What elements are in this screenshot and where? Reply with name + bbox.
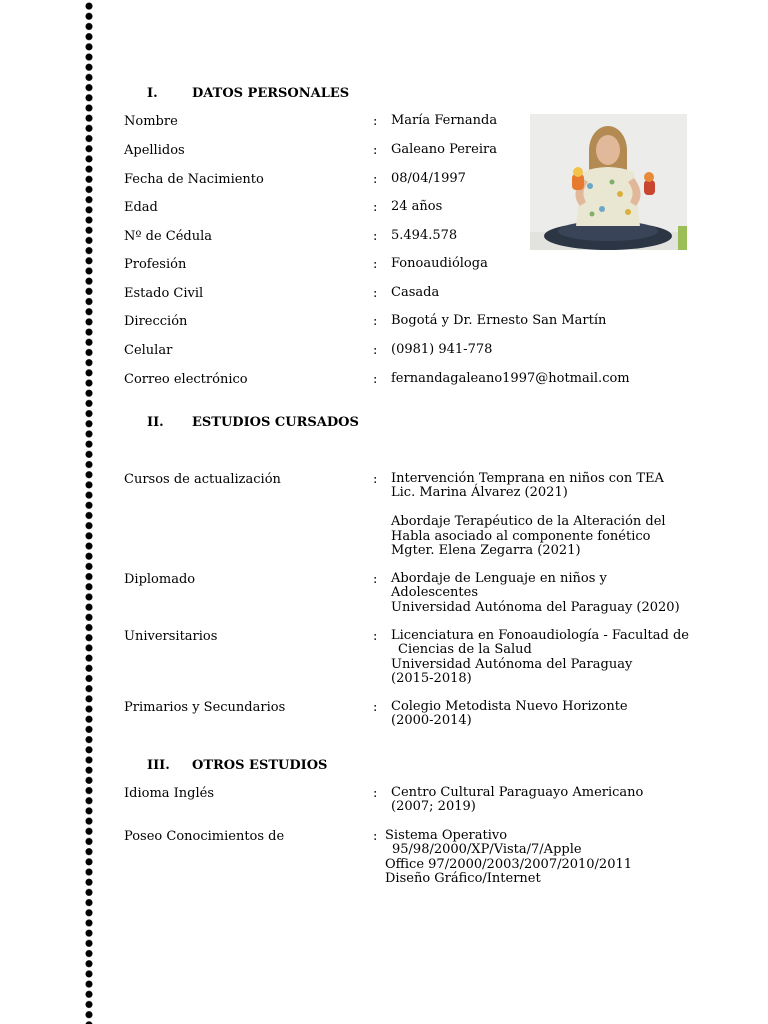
value-nombre: María Fernanda [391,113,498,128]
value-estado-civil: Casada [391,285,440,300]
text-line: Office 97/2000/2003/2007/2010/2011 [385,856,633,872]
label-cedula: Nº de Cédula [124,229,213,244]
colon: : [373,343,378,358]
dotted-border-decoration [84,0,94,1024]
text-line: Habla asociado al componente fonético [391,528,651,544]
label-estado-civil: Estado Civil [124,286,204,301]
label-direccion: Dirección [124,314,188,329]
text-line: Abordaje Terapéutico de la Alteración del [391,514,666,530]
label-cursos: Cursos de actualización [124,472,281,487]
label-primarios-secundarios: Primarios y Secundarios [124,700,286,715]
value-idioma-ingles [391,786,643,815]
text-line: Colegio Metodista Nuevo Horizonte [391,699,628,714]
label-edad: Edad [124,200,158,215]
label-fecha-nacimiento: Fecha de Nacimiento [124,172,264,187]
text-line: Licenciatura en Fonoaudiología - Facultad de [391,628,689,643]
colon: : [373,286,378,301]
value-apellidos: Galeano Pereira [391,142,497,157]
value-celular: (0981) 941-778 [391,342,493,357]
text-line: Abordaje de Lenguaje en niños y [391,571,607,586]
colon: : [373,786,378,801]
text-line: (2015-2018) [391,671,472,687]
text-line: Adolescentes [391,585,478,601]
value-direccion: Bogotá y Dr. Ernesto San Martín [391,313,607,328]
value-cursos [391,472,666,558]
colon: : [373,829,378,844]
text-line: Diseño Gráfico/Internet [385,871,541,887]
value-primarios-secundarios [391,700,628,729]
colon: : [373,372,378,387]
text-line: Mgter. Elena Zegarra (2021) [391,543,581,559]
text-line: Sistema Operativo [385,828,508,843]
label-nombre: Nombre [124,114,178,129]
colon: : [373,700,378,715]
text-line: Universidad Autónoma del Paraguay [391,656,633,672]
text-line: 95/98/2000/XP/Vista/7/Apple [392,842,582,858]
label-apellidos: Apellidos [124,143,185,158]
colon: : [373,572,378,587]
value-diplomado [391,572,680,615]
label-correo: Correo electrónico [124,372,248,387]
text-line: Centro Cultural Paraguayo Americano [391,785,644,800]
section-heading-personal-data: I. DATOS PERSONALES [147,86,350,101]
section-heading-studies: II. ESTUDIOS CURSADOS [147,415,359,430]
colon: : [373,472,378,487]
value-profesion: Fonoaudióloga [391,256,488,271]
text-line: Intervención Temprana en niños con TEA [391,471,664,486]
text-line: Lic. Marina Álvarez (2021) [391,485,568,501]
value-conocimientos [385,829,632,887]
profile-photo [530,114,687,250]
text-line: Ciencias de la Salud [398,642,532,658]
label-diplomado: Diplomado [124,572,196,587]
value-cedula: 5.494.578 [391,228,458,243]
label-universitarios: Universitarios [124,629,218,644]
colon: : [373,172,378,187]
colon: : [373,629,378,644]
text-line: Universidad Autónoma del Paraguay (2020) [391,599,680,615]
colon: : [373,229,378,244]
value-fecha-nacimiento: 08/04/1997 [391,171,466,186]
label-idioma-ingles: Idioma Inglés [124,786,215,801]
label-celular: Celular [124,343,173,358]
value-correo: fernandagaleano1997@hotmail.com [391,371,630,386]
value-edad: 24 años [391,199,443,214]
text-line: (2007; 2019) [391,799,476,815]
colon: : [373,257,378,272]
label-conocimientos: Poseo Conocimientos de [124,829,285,844]
colon: : [373,114,378,129]
value-universitarios [391,629,689,687]
colon: : [373,143,378,158]
label-profesion: Profesión [124,257,187,272]
section-heading-other-studies: III. OTROS ESTUDIOS [147,758,328,773]
text-line: (2000-2014) [391,713,472,729]
colon: : [373,200,378,215]
colon: : [373,314,378,329]
